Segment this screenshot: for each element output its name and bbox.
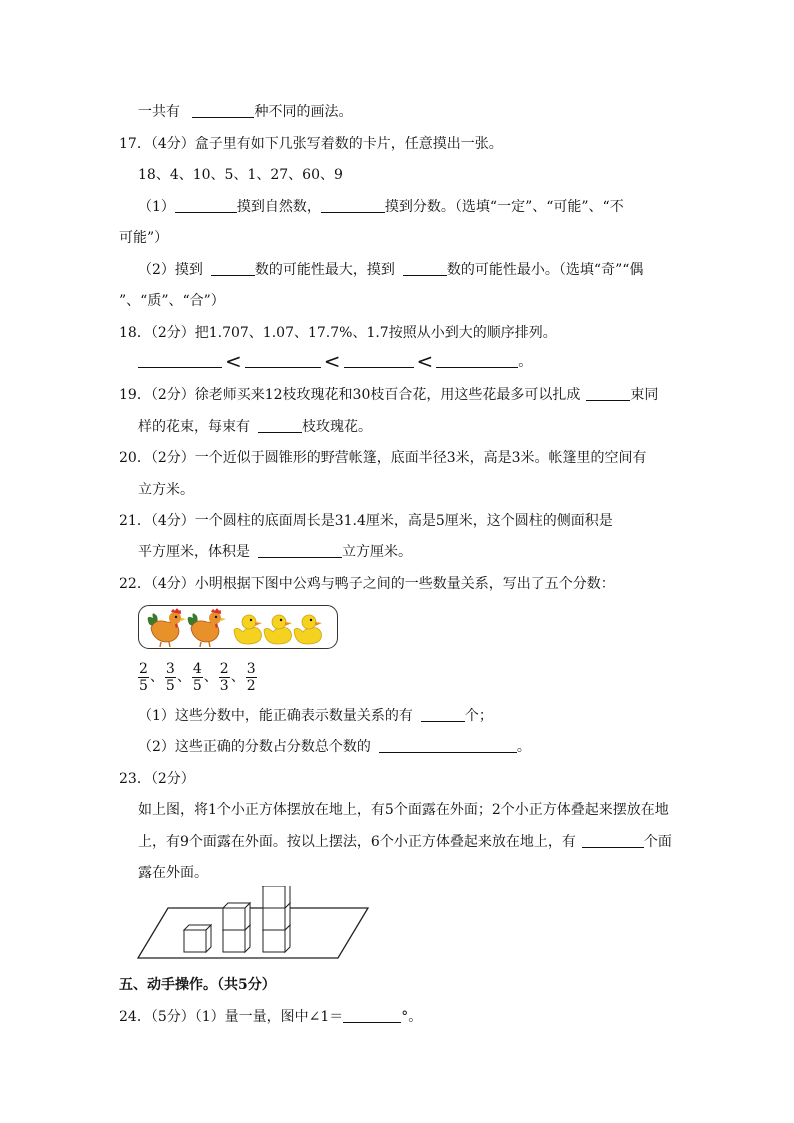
q17-stem: 17．（4分）盒子里有如下几张写着数的卡片，任意摸出一张。 bbox=[119, 136, 503, 152]
rooster-icon bbox=[148, 609, 186, 648]
fraction-separator: 、 bbox=[203, 669, 218, 685]
q18-blank-3[interactable] bbox=[344, 353, 414, 368]
q23-line2-tail: 个面 bbox=[643, 834, 672, 850]
q22-part2 bbox=[138, 738, 531, 756]
q23-line3: 露在外面。 bbox=[138, 865, 208, 881]
q19-line2-text: 样的花束，每束有 bbox=[138, 419, 250, 435]
q19-line2 bbox=[138, 418, 372, 436]
q22-p2-tail: 。 bbox=[516, 739, 531, 755]
fraction-5: $\frac{3}{2}$ bbox=[246, 660, 256, 694]
q19-line1 bbox=[119, 386, 658, 404]
q18-less-than-3: < bbox=[416, 349, 434, 373]
q20-line1: 20．（2分）一个近似于圆锥形的野营帐篷，底面半径3米，高是3米。帐篷里的空间有 bbox=[119, 450, 647, 466]
q24-tail: °。 bbox=[401, 1009, 423, 1025]
fraction-1: $\frac{2}{5}$ bbox=[139, 660, 148, 694]
q19-blank-1[interactable] bbox=[586, 386, 630, 401]
q21-line2-tail: 立方厘米。 bbox=[342, 544, 412, 560]
fraction-separator: 、 bbox=[230, 669, 245, 685]
cube-stack bbox=[263, 886, 290, 952]
q22-p2-text: （2）这些正确的分数占分数总个数的 bbox=[138, 739, 371, 755]
q22-blank-2[interactable] bbox=[379, 738, 517, 753]
q17-p1-mid: 摸到自然数， bbox=[236, 199, 321, 215]
cube-stacks-figure bbox=[134, 886, 374, 962]
duck-icon bbox=[294, 615, 322, 644]
cube-front-face bbox=[263, 930, 285, 952]
q22-animal-box bbox=[138, 605, 338, 649]
fraction-separator: 、 bbox=[176, 669, 191, 685]
cube-front-face bbox=[184, 930, 206, 952]
q17-p2-mid: 数的可能性最大，摸到 bbox=[254, 262, 395, 278]
q17-p1-tail: 摸到分数。（选填“一定”、“可能”、“不 bbox=[384, 199, 624, 215]
q17-part1-line1 bbox=[138, 198, 624, 216]
q22-part1 bbox=[138, 707, 493, 725]
q21-line2-text: 平方厘米，体积是 bbox=[138, 544, 250, 560]
cube-side-face bbox=[245, 903, 250, 930]
q21-line2 bbox=[138, 543, 412, 561]
fraction-4: $\frac{2}{3}$ bbox=[219, 660, 229, 694]
q23-line2-text: 上，有9个面露在外面。按以上摆法，6个小正方体叠起来放在地上，有 bbox=[138, 834, 576, 850]
q24-blank[interactable] bbox=[343, 1008, 401, 1023]
cube-front-face bbox=[223, 930, 245, 952]
q18-end: 。 bbox=[518, 354, 533, 370]
cube-stack bbox=[223, 903, 250, 952]
q21-blank[interactable] bbox=[258, 543, 342, 558]
q17-part1-line2: 可能”） bbox=[119, 230, 169, 246]
q19-line1-text: 19．（2分）徐老师买来12枝玫瑰花和30枝百合花，用这些花最多可以扎成 bbox=[119, 387, 581, 403]
cube-side-face bbox=[206, 925, 211, 952]
q22-p1-text: （1）这些分数中，能正确表示数量关系的有 bbox=[138, 708, 413, 724]
q17-p2-label: （2）摸到 bbox=[138, 262, 203, 278]
q18-answer-line bbox=[138, 349, 533, 373]
q21-line1: 21．（4分）一个圆柱的底面周长是31.4厘米，高是5厘米，这个圆柱的侧面积是 bbox=[119, 513, 613, 529]
q22-fractions bbox=[138, 659, 257, 695]
q24-line bbox=[119, 1008, 422, 1026]
q23-blank[interactable] bbox=[582, 833, 644, 848]
q20-line2: 立方米。 bbox=[138, 482, 194, 498]
q23-line1: 如上图，将1个小正方体摆放在地上，有5个面露在外面；2个小正方体叠起来摆放在地 bbox=[138, 802, 669, 818]
q16-prefix: 一共有 bbox=[138, 104, 180, 120]
fraction-separator: 、 bbox=[149, 669, 164, 685]
fraction-3: $\frac{4}{5}$ bbox=[192, 660, 202, 694]
q18-blank-1[interactable] bbox=[138, 353, 222, 368]
q16-suffix: 种不同的画法。 bbox=[254, 104, 353, 120]
ground-plane bbox=[138, 908, 368, 958]
q22-stem: 22．（4分）小明根据下图中公鸡与鸭子之间的一些数量关系，写出了五个分数： bbox=[119, 576, 615, 592]
q19-blank-2[interactable] bbox=[258, 418, 302, 433]
rooster-icon bbox=[188, 609, 226, 648]
cube-front-face bbox=[223, 908, 245, 930]
q16-answer-blank[interactable] bbox=[192, 103, 254, 118]
q18-less-than-1: < bbox=[225, 349, 242, 373]
q17-cards: 18、4、10、5、1、27、60、9 bbox=[138, 167, 343, 183]
q18-stem: 18．（2分）把1.707、1.07、17.7%、1.7按照从小到大的顺序排列。 bbox=[119, 325, 557, 341]
q22-blank-1[interactable] bbox=[421, 707, 465, 722]
q22-p1-tail: 个； bbox=[464, 708, 493, 724]
q17-part2-line2: ”、“质”、“合”） bbox=[119, 293, 225, 309]
cube-stack bbox=[184, 925, 211, 952]
q17-p2-blank-2[interactable] bbox=[403, 261, 447, 276]
q17-part2-line1 bbox=[138, 261, 643, 279]
duck-icon bbox=[234, 615, 262, 644]
q17-p2-tail: 数的可能性最小。（选填“奇”“偶 bbox=[446, 262, 644, 278]
q19-line2-tail: 枝玫瑰花。 bbox=[302, 419, 372, 435]
q18-blank-2[interactable] bbox=[245, 353, 321, 368]
q17-p1-label: （1） bbox=[138, 199, 175, 215]
q16-tail-line bbox=[138, 103, 352, 121]
q19-line1-tail: 束同 bbox=[630, 387, 659, 403]
duck-icon bbox=[264, 615, 292, 644]
q18-less-than-2: < bbox=[323, 349, 341, 373]
section5-heading: 五、动手操作。（共5分） bbox=[119, 977, 276, 993]
q23-line2 bbox=[138, 833, 672, 851]
q23-stem: 23．（2分） bbox=[119, 771, 195, 787]
q24-text: 24．（5分）（1）量一量，图中∠1＝ bbox=[119, 1009, 344, 1025]
q18-blank-4[interactable] bbox=[436, 353, 518, 368]
cube-front-face bbox=[263, 908, 285, 930]
q17-p1-blank-1[interactable] bbox=[175, 198, 237, 213]
q17-p2-blank-1[interactable] bbox=[211, 261, 255, 276]
q17-p1-blank-2[interactable] bbox=[321, 198, 385, 213]
cube-front-face bbox=[263, 886, 285, 908]
animal-illustration bbox=[139, 606, 337, 648]
fraction-2: $\frac{3}{5}$ bbox=[165, 660, 175, 694]
